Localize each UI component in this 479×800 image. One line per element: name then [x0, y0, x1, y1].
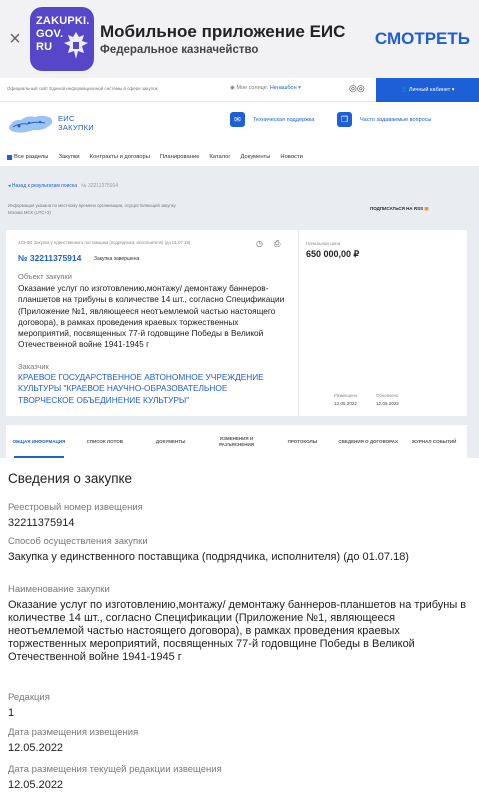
- nav-item-purchases[interactable]: Закупки: [58, 154, 80, 160]
- nav-item-all[interactable]: Все разделы: [7, 154, 48, 160]
- rss-icon: ▣: [424, 206, 429, 211]
- eis-logo-text[interactable]: [58, 114, 94, 132]
- field-label: Дата размещения извещения: [8, 727, 139, 738]
- site-description: Официальный сайт Единой информационной системы в сфере закупок: [7, 86, 158, 91]
- banner-subtitle: Федеральное казначейство: [100, 44, 259, 56]
- updated-date: 12.05.2022: [376, 401, 399, 406]
- header: [0, 102, 479, 142]
- location-label: Мое солнце:: [236, 85, 269, 91]
- grid-icon: [7, 155, 12, 160]
- banner-title: Мобильное приложение ЕИС: [100, 22, 346, 41]
- tab-protocols[interactable]: ПРОТОКОЛЫ: [287, 438, 318, 444]
- main-nav: [7, 148, 477, 166]
- field-registry-number: [8, 502, 474, 530]
- field-value: Оказание услуг по изготовлению,монтажу/ демонтажу баннеров-планшетов на трибуны в количестве 14 шт., согласно Спецификации (Приложение №1, являющееся неотъемлемой частью настоящего договора), в рамках проведения краевых торжественных мероприятий, посвященных 77-й годовщине Победы в Великой Отечественной войне 1941-1945 г: [8, 599, 467, 663]
- field-revision-date: [8, 764, 474, 792]
- nav-item-news[interactable]: Новости: [280, 154, 303, 160]
- field-method: [8, 536, 474, 564]
- customer-label: Заказчик: [18, 362, 49, 371]
- accessibility-icon[interactable]: ◎◎: [349, 83, 365, 93]
- field-value: Закупка у единственного поставщика (подрядчика, исполнителя) (до 01.07.18): [8, 551, 409, 563]
- purchase-number[interactable]: № 32211375914: [18, 253, 82, 263]
- breadcrumb-id: № 32211375914: [81, 183, 119, 189]
- tab-changes[interactable]: ИЗМЕНЕНИЯ И РАЗЪЯСНЕНИЯ: [219, 435, 254, 447]
- cabinet-label: Личный кабинет: [408, 87, 451, 93]
- law-type: 223-ФЗ Закупка у единственного поставщика (подрядчика, исполнителя) (до 01.07.18): [18, 240, 191, 245]
- location-selector[interactable]: ◉ Мое солнце: Ненашбон ▾: [230, 85, 301, 91]
- detail-tabs: [6, 425, 467, 458]
- tab-lots[interactable]: СПИСОК ЛОТОВ: [86, 438, 123, 444]
- copy-icon: ❐: [337, 112, 352, 127]
- russia-map-icon[interactable]: [7, 111, 55, 137]
- top-bar: [0, 78, 479, 102]
- support-label: Техническая поддержка: [253, 116, 315, 123]
- field-label: Способ осуществления закупки: [8, 536, 148, 547]
- mail-icon: ✉: [230, 112, 245, 127]
- section-title: Сведения о закупке: [8, 471, 133, 486]
- tab-contracts[interactable]: СВЕДЕНИЯ О ДОГОВОРАХ: [338, 438, 399, 444]
- field-label: Дата размещения текущей редакции извещения: [8, 764, 222, 775]
- faq-link[interactable]: [337, 112, 431, 127]
- field-purchase-name: [8, 584, 474, 664]
- field-label: Наименование закупки: [8, 584, 110, 595]
- close-icon[interactable]: ×: [9, 27, 21, 50]
- field-value: 12.05.2022: [8, 742, 64, 754]
- app-logo-text: ZAKUPKI. GOV. RU: [36, 15, 90, 53]
- back-link[interactable]: ◂ Назад к результатам поиска № 32211375914: [8, 183, 119, 189]
- status-badge: Закупка завершена: [94, 256, 140, 262]
- nav-item-planning[interactable]: Планирование: [159, 154, 200, 160]
- field-revision: [8, 692, 474, 720]
- field-value: 32211375914: [8, 517, 75, 529]
- location-value: Ненашбон: [269, 85, 297, 91]
- cabinet-button[interactable]: 👤 Личный кабинет ▾: [376, 78, 479, 102]
- nav-item-contracts[interactable]: Контракты и договоры: [89, 154, 150, 160]
- field-value: 12.05.2022: [8, 779, 64, 791]
- card-divider: [298, 230, 299, 416]
- tab-general[interactable]: ОБЩАЯ ИНФОРМАЦИЯ: [6, 425, 72, 458]
- nav-item-catalog[interactable]: Каталог: [209, 154, 231, 160]
- updated-label: Обновлено: [376, 393, 399, 398]
- field-value: 1: [8, 707, 15, 719]
- nav-item-documents[interactable]: Документы: [240, 154, 271, 160]
- timezone-info: Информация указана по местному времени организации, осуществляющей закупку Москва МСК (UTC+3): [8, 203, 176, 215]
- logo-line1: ЕИС: [58, 114, 75, 123]
- eagle-icon: [62, 29, 90, 63]
- price-value: 650 000,00 ₽: [306, 249, 360, 259]
- field-notice-date: [8, 727, 474, 755]
- tab-documents[interactable]: ДОКУМЕНТЫ: [155, 438, 186, 444]
- watch-icon[interactable]: ◷: [256, 239, 263, 248]
- support-link[interactable]: [230, 112, 314, 127]
- price-label: Начальная цена: [306, 241, 341, 246]
- tab-events[interactable]: ЖУРНАЛ СОБЫТИЙ: [411, 438, 457, 444]
- object-text: Оказание услуг по изготовлению,монтажу/ демонтажу баннеров-планшетов на трибуны в количестве 14 шт., согласно Спецификации (Приложение №1, являющееся неотъемлемой частью настоящего договора), в рамках проведения краевых торжественных мероприятий, посвященных 77-й годовщине Победы в Великой Отечественной войне 1941-1945 г: [18, 283, 285, 350]
- print-icon[interactable]: ⎙: [274, 239, 281, 248]
- logo-line2: ЗАКУПКИ: [58, 123, 95, 132]
- field-label: Редакция: [8, 692, 50, 703]
- customer-link[interactable]: КРАЕВОЕ ГОСУДАРСТВЕННОЕ АВТОНОМНОЕ УЧРЕЖДЕНИЕ КУЛЬТУРЫ "КРАЕВОЕ НАУЧНО-ОБРАЗОВАТЕЛЬНОЕ ТВОРЧЕСКОЕ ОБЪЕДИНЕНИЕ КУЛЬТУРЫ": [18, 372, 264, 405]
- placed-date: 12.05.2022: [334, 401, 357, 406]
- purchase-card: [6, 230, 467, 416]
- field-label: Реестровый номер извещения: [8, 502, 143, 513]
- open-app-button[interactable]: СМОТРЕТЬ: [374, 29, 470, 48]
- app-logo: [30, 7, 94, 71]
- object-label: Объект закупки: [18, 272, 72, 281]
- app-banner: [0, 0, 479, 78]
- faq-label: Часто задаваемые вопросы: [360, 116, 432, 123]
- placed-label: Размещено: [334, 393, 358, 398]
- rss-subscribe[interactable]: ПОДПИСАТЬСЯ НА RSS ▣: [370, 206, 429, 211]
